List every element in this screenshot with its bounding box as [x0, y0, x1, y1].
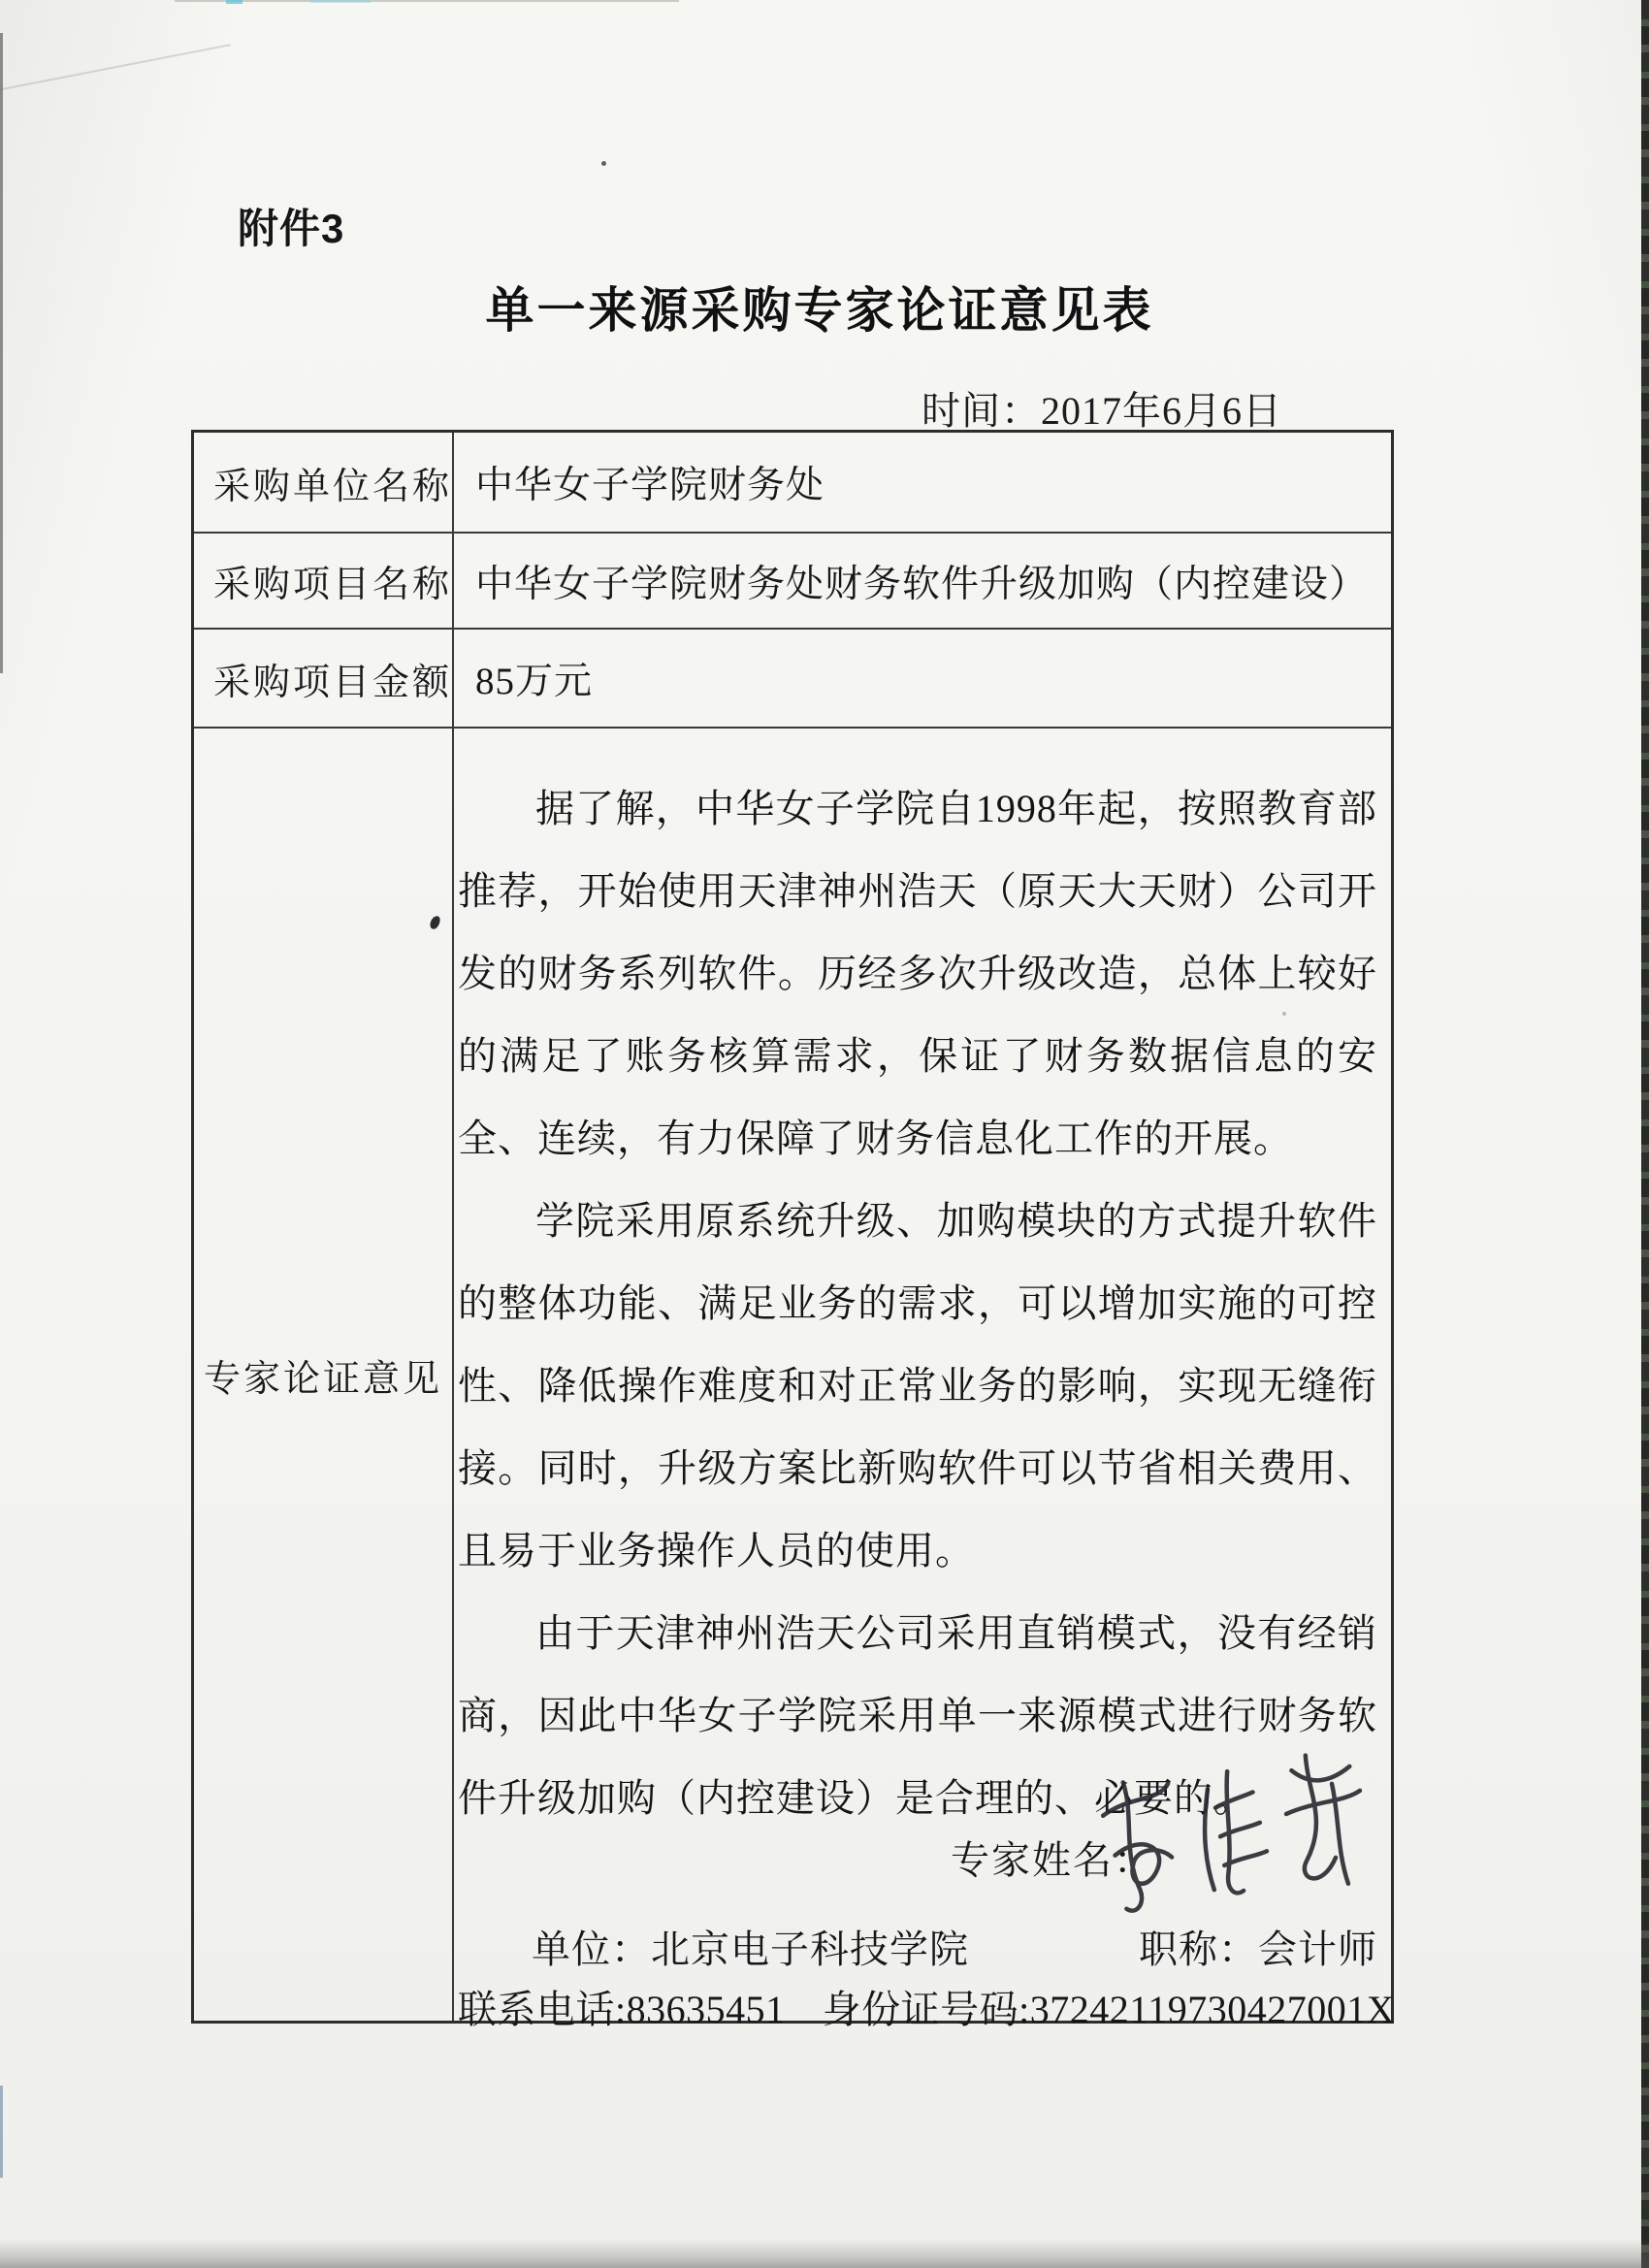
row-value-project-amount: 85万元 — [454, 630, 1391, 729]
expert-name-label: 专家姓名： — [951, 1838, 1154, 1882]
opinion-form-table — [191, 430, 1396, 2031]
job-title-value: 会计师 — [1258, 1928, 1377, 1971]
handwritten-signature — [1084, 1733, 1398, 1934]
paper-crease — [0, 44, 231, 94]
id-value: 37242119730427001X — [1029, 1988, 1396, 2031]
expert-opinion-cell — [454, 729, 1396, 2031]
opinion-paragraph-2: 学院采用原系统升级、加购模块的方式提升软件的整体功能、满足业务的需求，可以增加实施的可控性、降低操作难度和对正常业务的影响，实现无缝衔接。同时，升级方案比新购软件可以节省相关费用、且易于业务操作人员的使用。 — [458, 1199, 1377, 1572]
unit-value: 北京电子科技学院 — [651, 1928, 969, 1971]
attachment-label: 附件3 — [238, 206, 345, 251]
scan-speck — [601, 161, 606, 166]
document-title: 单一来源采购专家论证意见表 — [485, 283, 1154, 338]
contact-row — [458, 1979, 1395, 2034]
scan-cyan-mark-2 — [310, 0, 371, 3]
row-label-purchasing-unit: 采购单位名称 — [194, 433, 454, 534]
row-label-project-name: 采购项目名称 — [194, 534, 454, 630]
opinion-paragraph-3: 由于天津神州浩天公司采用直销模式，没有经销商，因此中华女子学院采用单一来源模式进行财务软件升级加购（内控建设）是合理的、必要的。 — [458, 1611, 1377, 1820]
phone-label: 联系电话: — [458, 1988, 627, 2031]
row-value-purchasing-unit: 中华女子学院财务处 — [454, 433, 1391, 534]
date-line: 时间：2017年6月6日 — [922, 389, 1282, 433]
job-title-label: 职称： — [1139, 1928, 1258, 1971]
scan-left-edge — [0, 33, 3, 673]
unit-label: 单位： — [532, 1928, 651, 1971]
unit-part — [532, 1919, 969, 1974]
row-value-project-name: 中华女子学院财务处财务软件升级加购（内控建设） — [454, 534, 1391, 630]
scan-bottom-shadow — [0, 2239, 1649, 2268]
opinion-paragraph-1: 据了解，中华女子学院自1998年起，按照教育部推荐，开始使用天津神州浩天（原天大天财）公司开发的财务系列软件。历经多次升级改造，总体上较好的满足了账务核算需求，保证了财务数据信息的安全、连续，有力保障了财务信息化工作的开展。 — [458, 787, 1377, 1160]
row-label-expert-opinion: 专家论证意见 — [194, 729, 454, 2021]
scan-cyan-mark — [226, 0, 242, 4]
scan-top-line — [175, 0, 679, 2]
row-label-project-amount: 采购项目金额 — [194, 630, 454, 729]
phone-value: 83635451 — [626, 1988, 786, 2031]
id-label: 身份证号码: — [822, 1988, 1030, 2031]
scan-left-edge-mark — [0, 2086, 3, 2178]
scan-edge-strip — [1641, 0, 1649, 2268]
job-title-part — [1139, 1919, 1377, 1974]
